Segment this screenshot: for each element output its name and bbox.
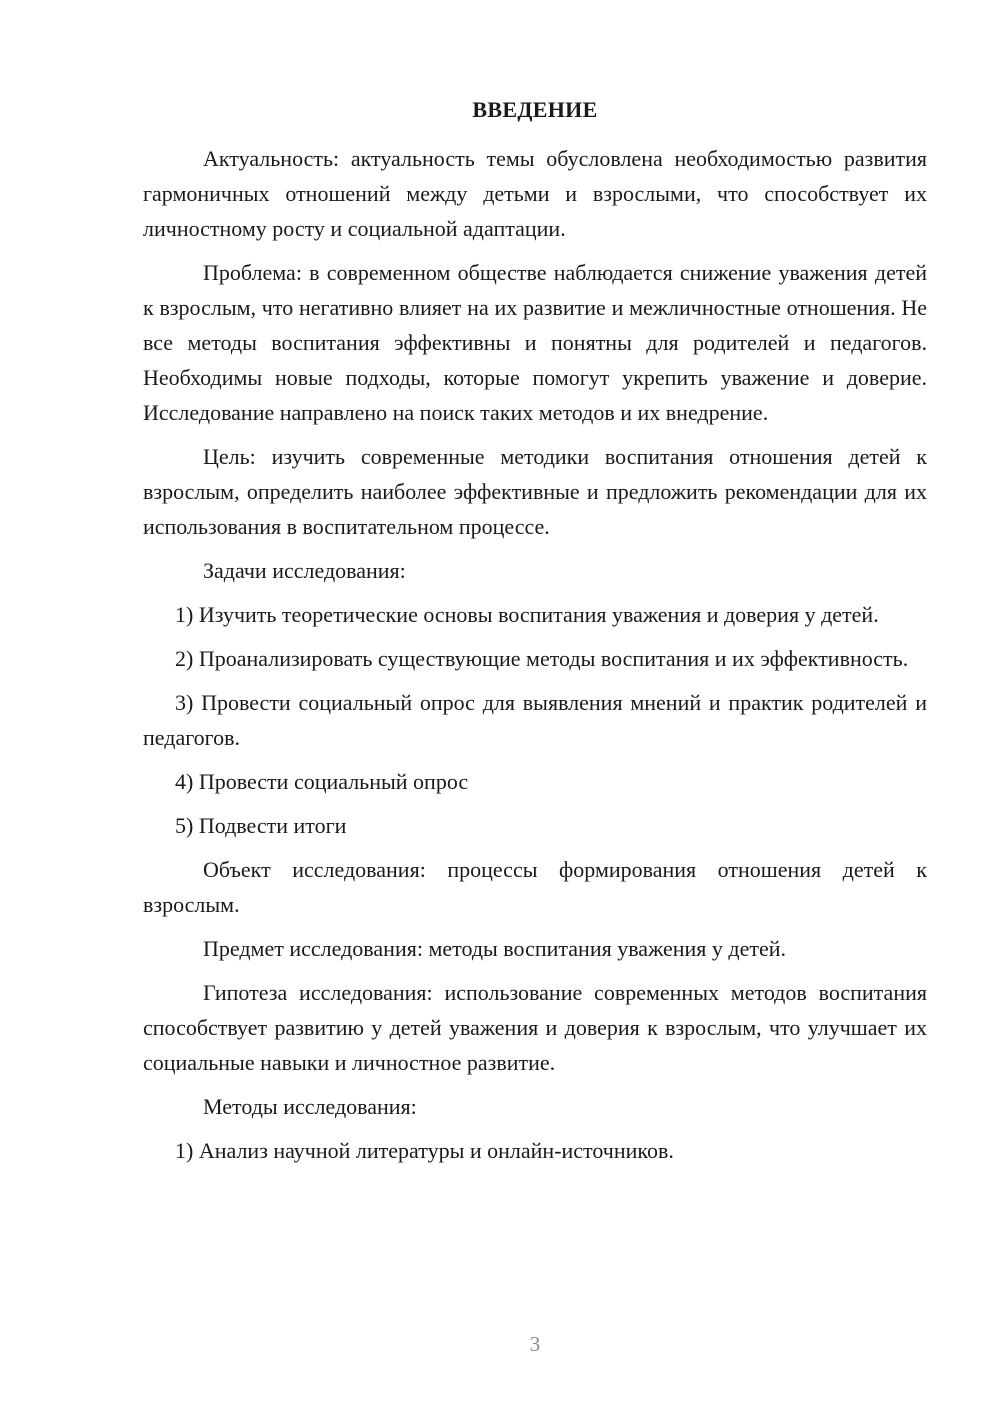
paragraph-problem: Проблема: в современном обществе наблюдается снижение уважения детей к взрослым, что негативно влияет на их развитие и межличностные отношения. Не все методы воспитания эффективны и понятны для родителей и педагогов. Необходимы новые подходы, которые помогут укрепить уважение и доверие. Исследование направлено на поиск таких методов и их внедрение. bbox=[143, 260, 927, 425]
paragraph-goal: Цель: изучить современные методики воспитания отношения детей к взрослым, определить наиболее эффективные и предложить рекомендации для их использования в воспитательном процессе. bbox=[143, 444, 927, 539]
task-item-1: 1) Изучить теоретические основы воспитания уважения и доверия у детей. bbox=[175, 602, 879, 627]
task-item-2: 2) Проанализировать существующие методы воспитания и их эффективность. bbox=[175, 646, 909, 671]
paragraph-subject: Предмет исследования: методы воспитания уважения у детей. bbox=[203, 936, 787, 961]
paragraph-hypothesis: Гипотеза исследования: использование современных методов воспитания способствует развитию у детей уважения и доверия к взрослым, что улучшает их социальные навыки и личностное развитие. bbox=[143, 980, 927, 1075]
paragraph-tasks-heading: Задачи исследования: bbox=[203, 558, 406, 583]
task-item-4: 4) Провести социальный опрос bbox=[175, 769, 469, 794]
paragraph-relevance: Актуальность: актуальность темы обусловлена необходимостью развития гармоничных отношений между детьми и взрослыми, что способствует их личностному росту и социальной адаптации. bbox=[143, 146, 927, 241]
method-item-1: 1) Анализ научной литературы и онлайн-источников. bbox=[175, 1138, 674, 1163]
page-number: 3 bbox=[529, 1332, 541, 1356]
task-item-5: 5) Подвести итоги bbox=[175, 813, 347, 838]
paragraph-object: Объект исследования: процессы формирования отношения детей к взрослым. bbox=[143, 857, 927, 917]
page-content bbox=[143, 92, 927, 1177]
paragraph-methods-heading: Методы исследования: bbox=[203, 1094, 417, 1119]
task-item-3: 3) Провести социальный опрос для выявления мнений и практик родителей и педагогов. bbox=[143, 690, 927, 750]
section-heading: ВВЕДЕНИЕ bbox=[472, 97, 598, 122]
